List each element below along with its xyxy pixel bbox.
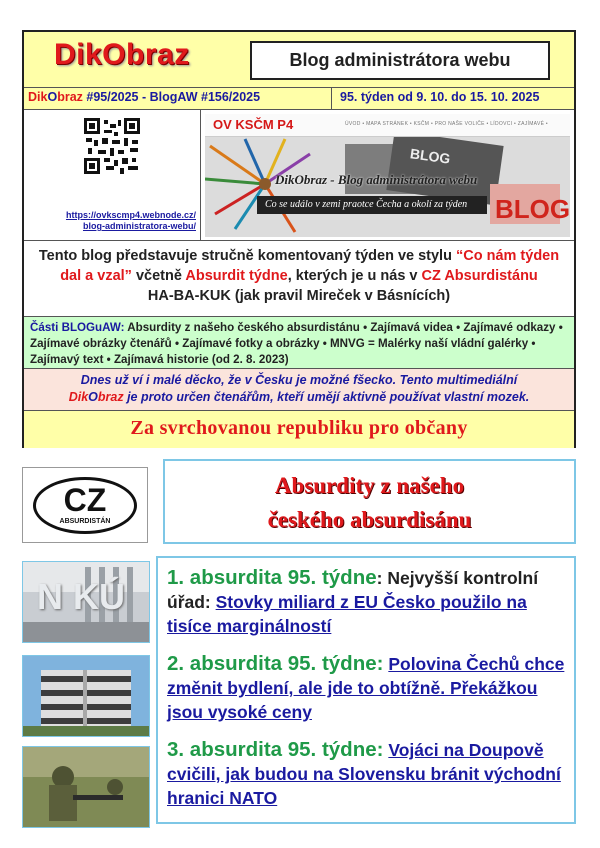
cz-absurdistan-sticker xyxy=(22,467,148,543)
cz-letters: CZ xyxy=(63,482,107,518)
blog-banner-image xyxy=(205,114,570,237)
brand-title: DikObraz xyxy=(54,38,190,71)
motto-text: Dnes už ví i malé děcko, že v Česku je možné fšecko. Tento multimediální DikObraz je proto určen čtenářům, kteří umějí aktivně používat vlastní mozek. xyxy=(68,373,530,404)
motto-row xyxy=(24,369,574,411)
media-row xyxy=(24,110,574,241)
banner-subtitle: Co se událo v zemi praotce Čecha a okolí za týden xyxy=(257,196,487,214)
absurdity-link-1[interactable]: Stovky miliard z EU Česko použilo na tisíce marginálností xyxy=(167,592,527,636)
absurdity-item-1: 1. absurdita 95. týdne: Nejvyšší kontrolní úřad: Stovky miliard z EU Česko použilo na tisíce marginálností xyxy=(167,566,539,636)
thumbnail-nku-building[interactable] xyxy=(22,561,150,643)
banner-title: DikObraz - Blog administrátora webu xyxy=(275,172,478,187)
parts-row xyxy=(24,317,574,369)
banner-topbar xyxy=(205,114,570,137)
cz-word: ABSURDISTÁN xyxy=(59,518,111,525)
cz-oval xyxy=(33,477,137,534)
week-range: 95. týden od 9. 10. do 15. 10. 2025 xyxy=(340,90,540,104)
blog-subtitle: Blog administrátora webu xyxy=(250,41,550,80)
banner-blog-red: BLOG xyxy=(495,194,570,224)
section-title-line2: českého absurdisánu xyxy=(267,507,472,532)
issue-number: DikObraz #95/2025 - BlogAW #156/2025 xyxy=(28,90,261,104)
soldiers-image xyxy=(23,747,149,827)
apartment-image xyxy=(23,656,149,736)
absurdity-item-3: 3. absurdita 95. týdne: Vojáci na Doupově cvičili, jak budou na Slovensku bránit východní hranici NATO xyxy=(167,738,561,808)
blog-parts-list: Části BLOGuAW: Absurdity z našeho českého absurdistánu • Zajímavá videa • Zajímavé odkazy • Zajímavé obrázky čtenářů • Zajímavé fotky a obrázky • MNVG = Malérky naší vládní galérky • Zajímavý text • Zajímavá historie (od 2. 8. 2023) xyxy=(30,321,563,366)
qr-panel xyxy=(24,110,200,241)
banner-logo: OV KSČM P4 xyxy=(213,117,294,132)
nku-letters: N KÚ xyxy=(37,576,125,617)
banner-blog-word: BLOG xyxy=(409,145,452,167)
absurdity-link-2[interactable]: Polovina Čechů chce změnit bydlení, ale jde to obtížně. Překážkou jsou vysoké ceny xyxy=(167,654,565,722)
qr-code xyxy=(24,110,200,210)
intro-row xyxy=(24,241,574,317)
absurdities-list xyxy=(156,556,576,824)
banner-nav: ÚVOD • MAPA STRÁNEK • KSČM • PRO NAŠE VOLIČE • LÍDOVCI • ZAJÍMAVÉ • xyxy=(345,121,548,127)
title-row xyxy=(24,32,574,88)
intro-text: Tento blog představuje stručně komentovaný týden ve stylu “Co nám týden dal a vzal” včetně Absurdit týdne, kterých je u nás v CZ Absurdistánu HA-BA-KUK (jak pravil Mireček v Básnících) xyxy=(38,248,560,304)
absurdity-item-2: 2. absurdita 95. týdne: Polovina Čechů chce změnit bydlení, ale jde to obtížně. Překážkou jsou vysoké ceny xyxy=(167,652,565,722)
section-title-line1: Absurdity z našeho xyxy=(274,473,465,498)
slogan: Za svrchovanou republiku pro občany xyxy=(130,417,468,439)
section-title-box xyxy=(163,459,576,544)
issue-row xyxy=(24,88,574,110)
thumbnail-apartment-building[interactable] xyxy=(22,655,150,737)
absurdity-link-3[interactable]: Vojáci na Doupově cvičili, jak budou na Slovensku bránit východní hranici NATO xyxy=(167,740,561,808)
blog-url-link[interactable]: https://ovkscmp4.webnode.cz/ blog-administratora-webu/ xyxy=(65,210,196,231)
slogan-row xyxy=(24,411,574,448)
header-frame xyxy=(22,30,576,448)
thumbnail-soldiers[interactable] xyxy=(22,746,150,828)
